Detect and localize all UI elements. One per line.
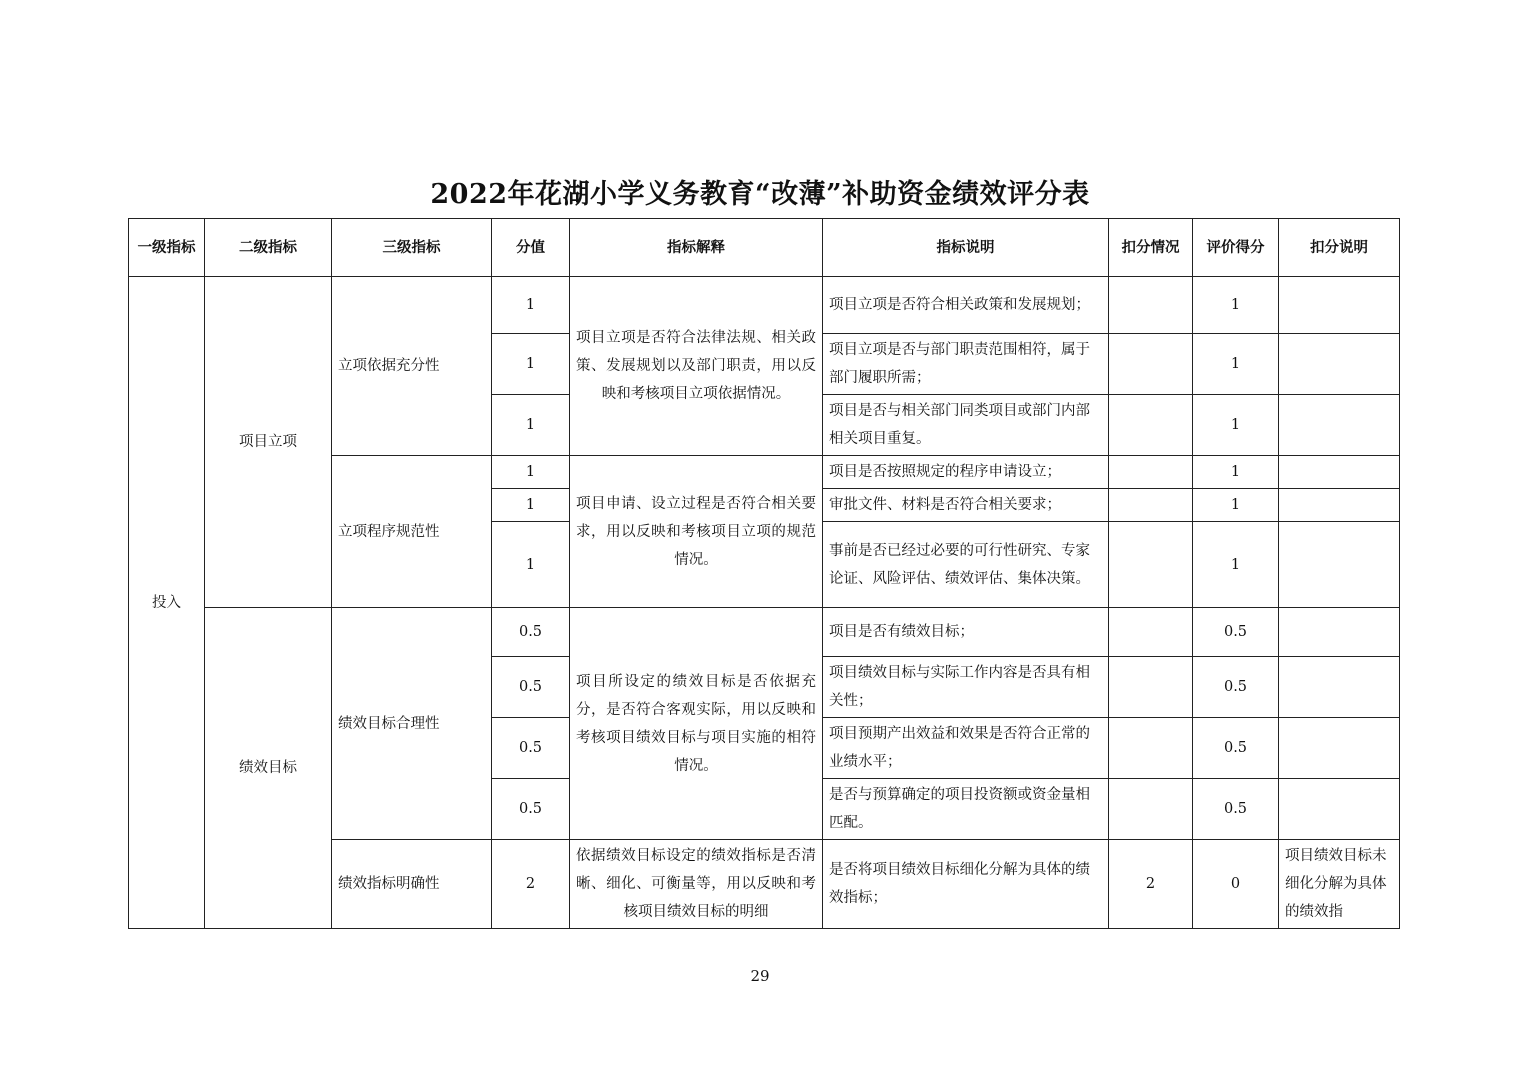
- header-row: [129, 219, 1400, 277]
- deduction-cell: [1109, 608, 1193, 657]
- header-cell: 指标说明: [823, 219, 1109, 277]
- deduction-note-cell: [1279, 657, 1400, 718]
- deduction-note-cell: [1279, 395, 1400, 456]
- explanation-cell: 项目申请、设立过程是否符合相关要求，用以反映和考核项目立项的规范情况。: [570, 456, 823, 608]
- score-cell: 0.5: [492, 657, 570, 718]
- evaluation-cell: 1: [1193, 489, 1279, 522]
- table-row: [129, 277, 1400, 334]
- deduction-note-cell: [1279, 608, 1400, 657]
- deduction-cell: [1109, 395, 1193, 456]
- header-cell: 指标解释: [570, 219, 823, 277]
- score-cell: 0.5: [492, 718, 570, 779]
- header-cell: 分值: [492, 219, 570, 277]
- score-cell: 1: [492, 395, 570, 456]
- evaluation-cell: 0.5: [1193, 608, 1279, 657]
- page-title: 2022年花湖小学义务教育“改薄”补助资金绩效评分表: [430, 179, 1090, 210]
- header-cell: 扣分说明: [1279, 219, 1400, 277]
- deduction-cell: 2: [1109, 840, 1193, 929]
- deduction-cell: [1109, 779, 1193, 840]
- description-cell: 审批文件、材料是否符合相关要求；: [823, 489, 1109, 522]
- header-cell: 三级指标: [332, 219, 492, 277]
- score-cell: 1: [492, 277, 570, 334]
- explanation-cell: 项目立项是否符合法律法规、相关政策、发展规划以及部门职责，用以反映和考核项目立项依据情况。: [570, 277, 823, 456]
- score-cell: 0.5: [492, 779, 570, 840]
- description-cell: 项目是否有绩效目标；: [823, 608, 1109, 657]
- deduction-note-cell: [1279, 334, 1400, 395]
- deduction-cell: [1109, 277, 1193, 334]
- description-cell: 项目是否与相关部门同类项目或部门内部相关项目重复。: [823, 395, 1109, 456]
- score-cell: 1: [492, 456, 570, 489]
- deduction-cell: [1109, 718, 1193, 779]
- description-cell: 是否将项目绩效目标细化分解为具体的绩效指标；: [823, 840, 1109, 929]
- description-cell: 项目立项是否与部门职责范围相符，属于部门履职所需；: [823, 334, 1109, 395]
- deduction-cell: [1109, 456, 1193, 489]
- score-cell: 0.5: [492, 608, 570, 657]
- page-number: 29: [750, 967, 770, 985]
- description-cell: 项目预期产出效益和效果是否符合正常的业绩水平；: [823, 718, 1109, 779]
- evaluation-cell: 1: [1193, 277, 1279, 334]
- description-cell: 是否与预算确定的项目投资额或资金量相匹配。: [823, 779, 1109, 840]
- deduction-note-cell: [1279, 779, 1400, 840]
- header-cell: 评价得分: [1193, 219, 1279, 277]
- score-table: [128, 218, 1400, 929]
- deduction-note-cell: [1279, 277, 1400, 334]
- deduction-cell: [1109, 657, 1193, 718]
- deduction-note-cell: 项目绩效目标未细化分解为具体的绩效指: [1279, 840, 1400, 929]
- explanation-cell: 项目所设定的绩效目标是否依据充分，是否符合客观实际，用以反映和考核项目绩效目标与项目实施的相符情况。: [570, 608, 823, 840]
- level3-cell: 绩效目标合理性: [332, 608, 492, 840]
- description-cell: 项目绩效目标与实际工作内容是否具有相关性；: [823, 657, 1109, 718]
- evaluation-cell: 1: [1193, 522, 1279, 608]
- description-cell: 事前是否已经过必要的可行性研究、专家论证、风险评估、绩效评估、集体决策。: [823, 522, 1109, 608]
- header-cell: 一级指标: [129, 219, 205, 277]
- description-cell: 项目是否按照规定的程序申请设立；: [823, 456, 1109, 489]
- level2-cell: 绩效目标: [205, 608, 332, 929]
- table-row: [129, 608, 1400, 657]
- deduction-cell: [1109, 334, 1193, 395]
- deduction-cell: [1109, 489, 1193, 522]
- evaluation-cell: 0.5: [1193, 718, 1279, 779]
- score-cell: 1: [492, 522, 570, 608]
- header-cell: 二级指标: [205, 219, 332, 277]
- header-cell: 扣分情况: [1109, 219, 1193, 277]
- level3-cell: 立项依据充分性: [332, 277, 492, 456]
- level3-cell: 绩效指标明确性: [332, 840, 492, 929]
- evaluation-cell: 0.5: [1193, 779, 1279, 840]
- evaluation-cell: 1: [1193, 334, 1279, 395]
- deduction-note-cell: [1279, 718, 1400, 779]
- evaluation-cell: 0: [1193, 840, 1279, 929]
- deduction-cell: [1109, 522, 1193, 608]
- level2-cell: 项目立项: [205, 277, 332, 608]
- deduction-note-cell: [1279, 522, 1400, 608]
- deduction-note-cell: [1279, 456, 1400, 489]
- evaluation-cell: 0.5: [1193, 657, 1279, 718]
- explanation-cell: 依据绩效目标设定的绩效指标是否清晰、细化、可衡量等，用以反映和考核项目绩效目标的明细: [570, 840, 823, 929]
- evaluation-cell: 1: [1193, 395, 1279, 456]
- level3-cell: 立项程序规范性: [332, 456, 492, 608]
- evaluation-cell: 1: [1193, 456, 1279, 489]
- level1-cell: 投入: [129, 277, 205, 929]
- deduction-note-cell: [1279, 489, 1400, 522]
- score-cell: 1: [492, 334, 570, 395]
- score-cell: 2: [492, 840, 570, 929]
- description-cell: 项目立项是否符合相关政策和发展规划；: [823, 277, 1109, 334]
- score-cell: 1: [492, 489, 570, 522]
